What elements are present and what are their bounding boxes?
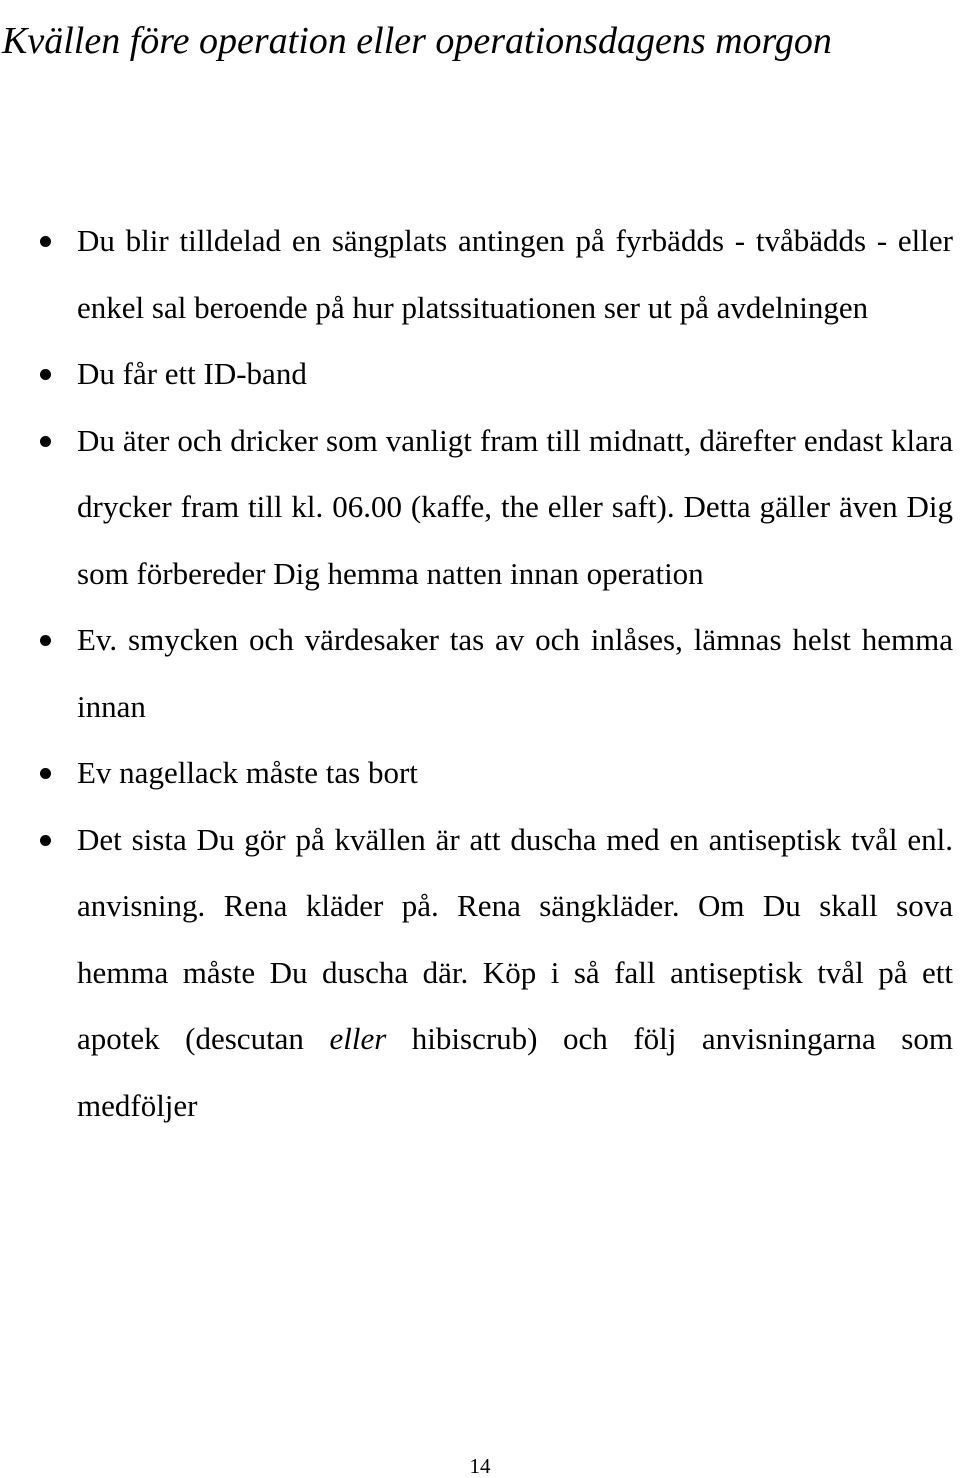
list-item bbox=[0, 408, 953, 608]
bullet-icon bbox=[40, 236, 51, 247]
list-item bbox=[0, 208, 953, 341]
page-heading: Kvällen före operation eller operationsdagens morgon bbox=[2, 20, 832, 62]
bullet-icon bbox=[40, 768, 51, 779]
bullet-icon bbox=[40, 635, 51, 646]
bullet-icon bbox=[40, 436, 51, 447]
list-item-text: Du blir tilldelad en sängplats antingen på fyrbädds - tvåbädds - eller enkel sal beroende på hur platssituationen ser ut på avdelningen bbox=[77, 223, 953, 325]
bullet-icon bbox=[40, 369, 51, 380]
bullet-list bbox=[0, 208, 960, 1139]
bullet-icon bbox=[40, 835, 51, 846]
list-item-text: Ev. smycken och värdesaker tas av och inlåses, lämnas helst hemma innan bbox=[77, 622, 953, 724]
list-item-text-before: Det sista Du gör på kvällen är att duscha med en antiseptisk tvål enl. anvisning. Rena kläder på. Rena sängkläder. Om Du skall sova hemma måste Du duscha där. Köp i så fall antiseptisk tvål på ett apotek (descutan bbox=[77, 821, 953, 1056]
list-item-text: Du får ett ID-band bbox=[77, 356, 307, 391]
list-item-emphasis: eller bbox=[329, 1021, 387, 1056]
list-item-text: Ev nagellack måste tas bort bbox=[77, 755, 418, 790]
list-item-text: Du äter och dricker som vanligt fram till midnatt, därefter endast klara drycker fram till kl. 06.00 (kaffe, the eller saft). Detta gäller även Dig som förbereder Dig hemma natten innan operation bbox=[77, 422, 953, 591]
list-item bbox=[0, 740, 953, 807]
list-item bbox=[0, 807, 953, 1140]
list-item bbox=[0, 341, 953, 408]
page-number: 14 bbox=[469, 1454, 491, 1478]
list-item bbox=[0, 607, 953, 740]
list-item-text-after: hibiscrub) och följ anvisningarna som medföljer bbox=[77, 1021, 953, 1123]
